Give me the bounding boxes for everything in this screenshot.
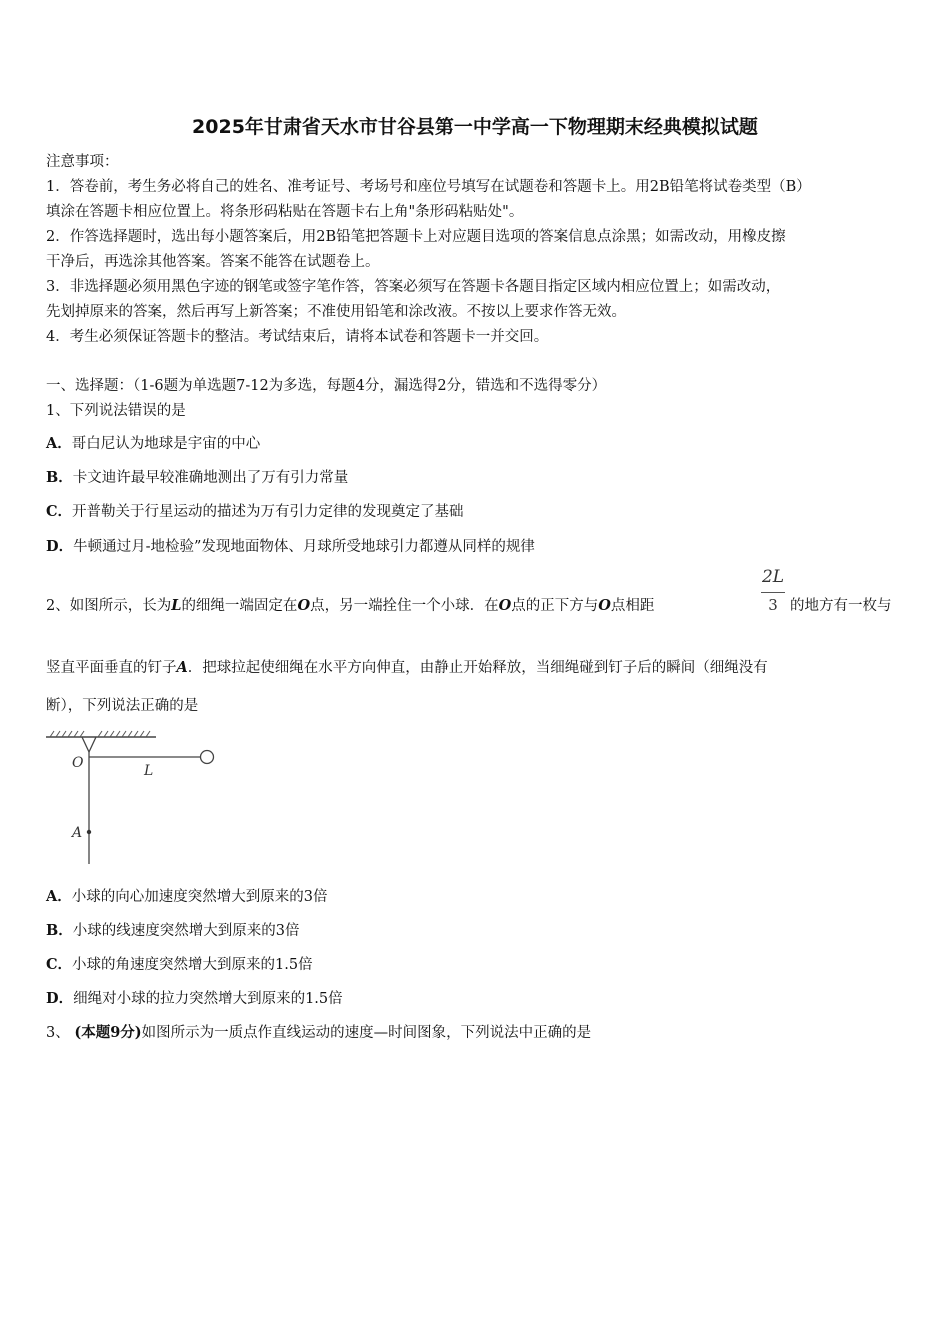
option-letter: C． bbox=[46, 503, 73, 520]
q1-option-a bbox=[46, 434, 260, 454]
fraction-denominator: 3 bbox=[768, 596, 778, 614]
option-text: 小球的线速度突然增大到原来的 bbox=[72, 923, 276, 939]
section-heading: 一、选择题：（1-6题为单选题7-12为多选，每题4分，漏选得2分，错选和不选得零分） bbox=[46, 378, 607, 394]
option-text: 哥白尼认为地球是宇宙的中心 bbox=[71, 436, 261, 452]
option-letter: D． bbox=[46, 538, 74, 555]
q2-text: 2、如图所示，长为 bbox=[46, 598, 172, 614]
q2-text: 点的正下方与 bbox=[511, 598, 599, 614]
option-number: 1.5 bbox=[305, 991, 329, 1007]
option-tail: 倍 bbox=[298, 957, 313, 973]
q1-option-d bbox=[46, 537, 535, 557]
option-tail: 倍 bbox=[313, 889, 328, 905]
ceiling bbox=[46, 731, 156, 737]
notice-line-1: 1．答卷前，考生务必将自己的姓名、准考证号、考场号和座位号填写在试题卷和答题卡上。用2B铅笔将试卷类型（B） bbox=[46, 179, 811, 195]
option-letter: A． bbox=[46, 435, 72, 452]
page-title: 2025年甘肃省天水市甘谷县第一中学高一下物理期末经典模拟试题 bbox=[192, 116, 758, 138]
var-O: O bbox=[297, 597, 311, 614]
notice-line-7: 4．考生必须保证答题卡的整洁。考试结束后，请将本试卷和答题卡一并交回。 bbox=[46, 329, 549, 345]
notice-line-4: 干净后，再选涂其他答案。答案不能答在试题卷上。 bbox=[46, 254, 380, 270]
notice-line-5: 3．非选择题必须用黑色字迹的钢笔或签字笔作答，答案必须写在答题卡各题目指定区域内相应位置上；如需改动， bbox=[46, 279, 781, 295]
var-L: L bbox=[171, 597, 182, 614]
label-A: A bbox=[72, 825, 83, 841]
q2-option-a bbox=[46, 887, 328, 907]
var-O: O bbox=[498, 597, 512, 614]
support-bracket bbox=[82, 737, 96, 752]
q2-text: 竖直平面垂直的钉子 bbox=[46, 660, 177, 676]
option-text: 开普勒关于行星运动的描述为万有引力定律的发现奠定了基础 bbox=[72, 504, 464, 520]
notice-line-3: 2．作答选择题时，选出每小题答案后，用2B铅笔把答题卡上对应题目选项的答案信息点涂黑；如需改动，用橡皮擦 bbox=[46, 229, 786, 245]
q3-text: 如图所示为一质点作直线运动的速度—时间图象，下列说法中正确的是 bbox=[141, 1025, 592, 1041]
option-letter: B． bbox=[46, 922, 73, 939]
label-O: O bbox=[72, 755, 84, 771]
option-letter: C． bbox=[46, 956, 73, 973]
q1-option-c bbox=[46, 502, 464, 522]
nail-point bbox=[87, 830, 91, 834]
option-number: 1.5 bbox=[275, 957, 299, 973]
option-text: 小球的角速度突然增大到原来的 bbox=[72, 957, 276, 973]
q2-text: 点相距 bbox=[610, 598, 655, 614]
option-text: 牛顿通过月-地检验”发现地面物体、月球所受地球引力都遵从同样的规律 bbox=[73, 539, 535, 555]
pendulum-figure bbox=[44, 730, 224, 870]
option-text: 细绳对小球的拉力突然增大到原来的 bbox=[73, 991, 306, 1007]
q2-stem-line-1-tail: 的地方有一枚与 bbox=[790, 598, 892, 614]
notice-line-2: 填涂在答题卡相应位置上。将条形码粘贴在答题卡右上角"条形码粘贴处"。 bbox=[46, 204, 524, 220]
notice-line-6: 先划掉原来的答案，然后再写上新答案；不准使用铅笔和涂改液。不按以上要求作答无效。 bbox=[46, 304, 626, 320]
q3-number: 3、 bbox=[46, 1025, 70, 1041]
q2-option-b bbox=[46, 921, 300, 941]
option-tail: 倍 bbox=[285, 923, 300, 939]
option-number: 3 bbox=[303, 889, 313, 905]
fraction-bar bbox=[761, 592, 785, 593]
option-letter: D． bbox=[46, 990, 74, 1007]
var-A: A bbox=[176, 659, 188, 676]
option-text: 小球的向心加速度突然增大到原来的 bbox=[71, 889, 304, 905]
q2-stem-line-2 bbox=[46, 658, 768, 678]
fraction-2L-over-3 bbox=[758, 567, 788, 623]
q2-text: ．把球拉起使细绳在水平方向伸直，由静止开始释放，当细绳碰到钉子后的瞬间（细绳没有 bbox=[187, 660, 768, 676]
q2-option-c bbox=[46, 955, 313, 975]
var-O: O bbox=[598, 597, 611, 614]
option-letter: A． bbox=[46, 888, 72, 905]
q2-text: 点，另一端拴住一个小球．在 bbox=[310, 598, 499, 614]
q2-stem-line-3: 断），下列说法正确的是 bbox=[46, 698, 199, 714]
q3-stem bbox=[46, 1023, 591, 1043]
q2-option-d bbox=[46, 989, 343, 1009]
option-letter: B． bbox=[46, 469, 73, 486]
label-L: L bbox=[144, 763, 154, 779]
fraction-numerator: 2L bbox=[761, 567, 785, 587]
option-number: 3 bbox=[275, 923, 285, 939]
q3-score: (本题9分) bbox=[74, 1024, 142, 1041]
q1-stem: 1、下列说法错误的是 bbox=[46, 403, 186, 419]
option-text: 卡文迪许最早较准确地测出了万有引力常量 bbox=[72, 470, 349, 486]
q1-option-b bbox=[46, 468, 348, 488]
q2-text: 的细绳一端固定在 bbox=[181, 598, 298, 614]
q2-stem-line-1 bbox=[46, 596, 654, 616]
notice-heading: 注意事项： bbox=[46, 154, 119, 170]
option-tail: 倍 bbox=[328, 991, 343, 1007]
ball bbox=[201, 751, 214, 764]
